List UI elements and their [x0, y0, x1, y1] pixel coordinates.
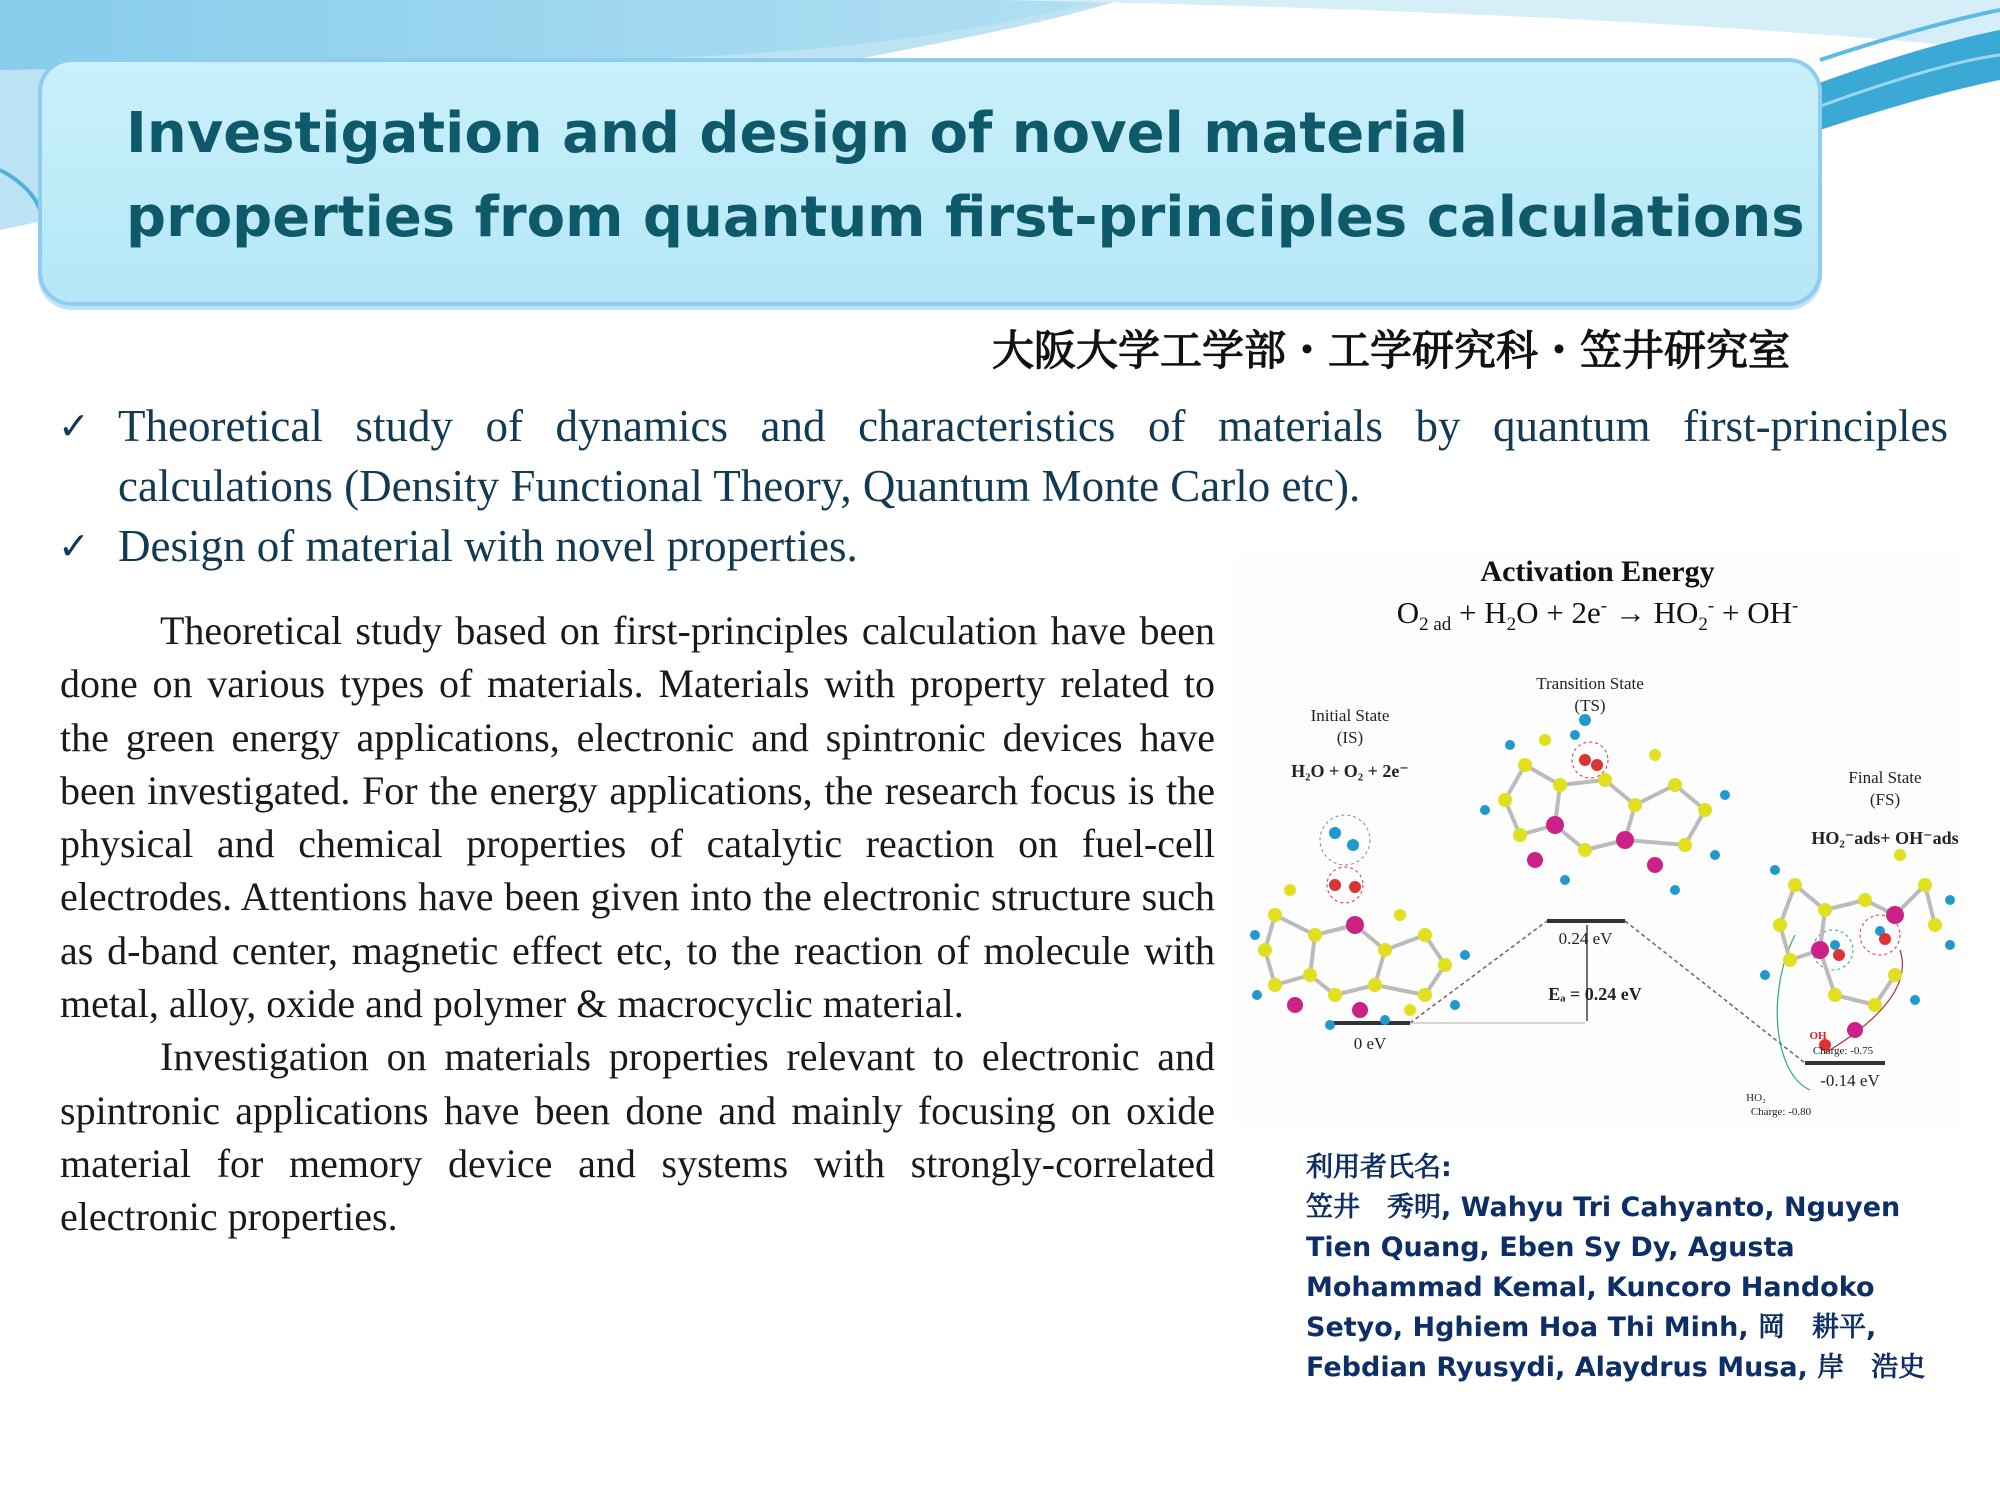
activation-energy-figure	[1235, 555, 1960, 1125]
checkmark-icon: ✓	[58, 404, 90, 448]
body-text	[60, 604, 1215, 1244]
user-list-heading: 利用者氏名:	[1306, 1152, 1452, 1183]
level-ts-label: 0.24 eV	[1558, 929, 1613, 948]
bullet-text: Theoretical study of dynamics and characteristics of materials by quantum first-principles calculations (Density Functional Theory, Quantum Monte Carlo etc).	[118, 401, 1948, 511]
oh-charge: Charge: -0.75	[1812, 1045, 1874, 1057]
oh-label: OH	[1809, 1030, 1827, 1042]
bullet-item	[58, 396, 1948, 516]
ho2-charge: Charge: -0.80	[1750, 1106, 1812, 1118]
final-species: HO₂⁻ads+ OH⁻ads	[1811, 828, 1959, 848]
ho2-label: HO₂	[1746, 1092, 1766, 1104]
bullet-text: Design of material with novel properties.	[118, 521, 858, 571]
page-title: Investigation and design of novel material properties from quantum first-principles calculations	[126, 101, 1805, 250]
initial-state-label: Initial State (IS)	[1310, 706, 1390, 747]
bullet-list	[58, 396, 1948, 576]
reaction-equation: $O_{2 ad} + H_2O + 2e^- \to HO_2^- + OH^-$	[1396, 595, 1799, 636]
title-box	[38, 58, 1822, 306]
final-state-label: Final State (FS)	[1848, 768, 1922, 809]
user-list	[1306, 1148, 1926, 1388]
level-fs-label: -0.14 eV	[1820, 1071, 1880, 1090]
paragraph: Theoretical study based on first-principles calculation have been done on various types of materials. Materials with property related to the green energy applications, electronic and spintronic devices have been investigated. For the energy applications, the research focus is the physical and chemical properties of catalytic reaction on fuel-cell electrodes. Attentions have been given into the electronic structure such as d-band center, magnetic effect etc, to the reaction of molecule with metal, alloy, oxide and polymer & macrocyclic material.	[60, 608, 1215, 1027]
initial-species: H₂O + O₂ + 2e⁻	[1291, 761, 1409, 781]
affiliation: 大阪大学工学部・工学研究科・笠井研究室	[991, 326, 1790, 375]
figure-title: Activation Energy	[1480, 555, 1715, 588]
transition-state-label: Transition State (TS)	[1536, 674, 1644, 715]
level-is-label: 0 eV	[1353, 1034, 1387, 1053]
barrier-label: Eₐ = 0.24 eV	[1548, 984, 1642, 1004]
user-names: 笠井 秀明, Wahyu Tri Cahyanto, Nguyen Tien Quang, Eben Sy Dy, Agusta Mohammad Kemal, Kuncoro Handoko Setyo, Hghiem Hoa Thi Minh, 岡 耕平, Febdian Ryusydi, Alaydrus Musa, 岸 浩史	[1306, 1192, 1926, 1383]
checkmark-icon: ✓	[58, 524, 90, 568]
paragraph: Investigation on materials properties relevant to electronic and spintronic applications have been done and mainly focusing on oxide material for memory device and systems with strongly-correlated electronic properties.	[60, 1034, 1215, 1240]
